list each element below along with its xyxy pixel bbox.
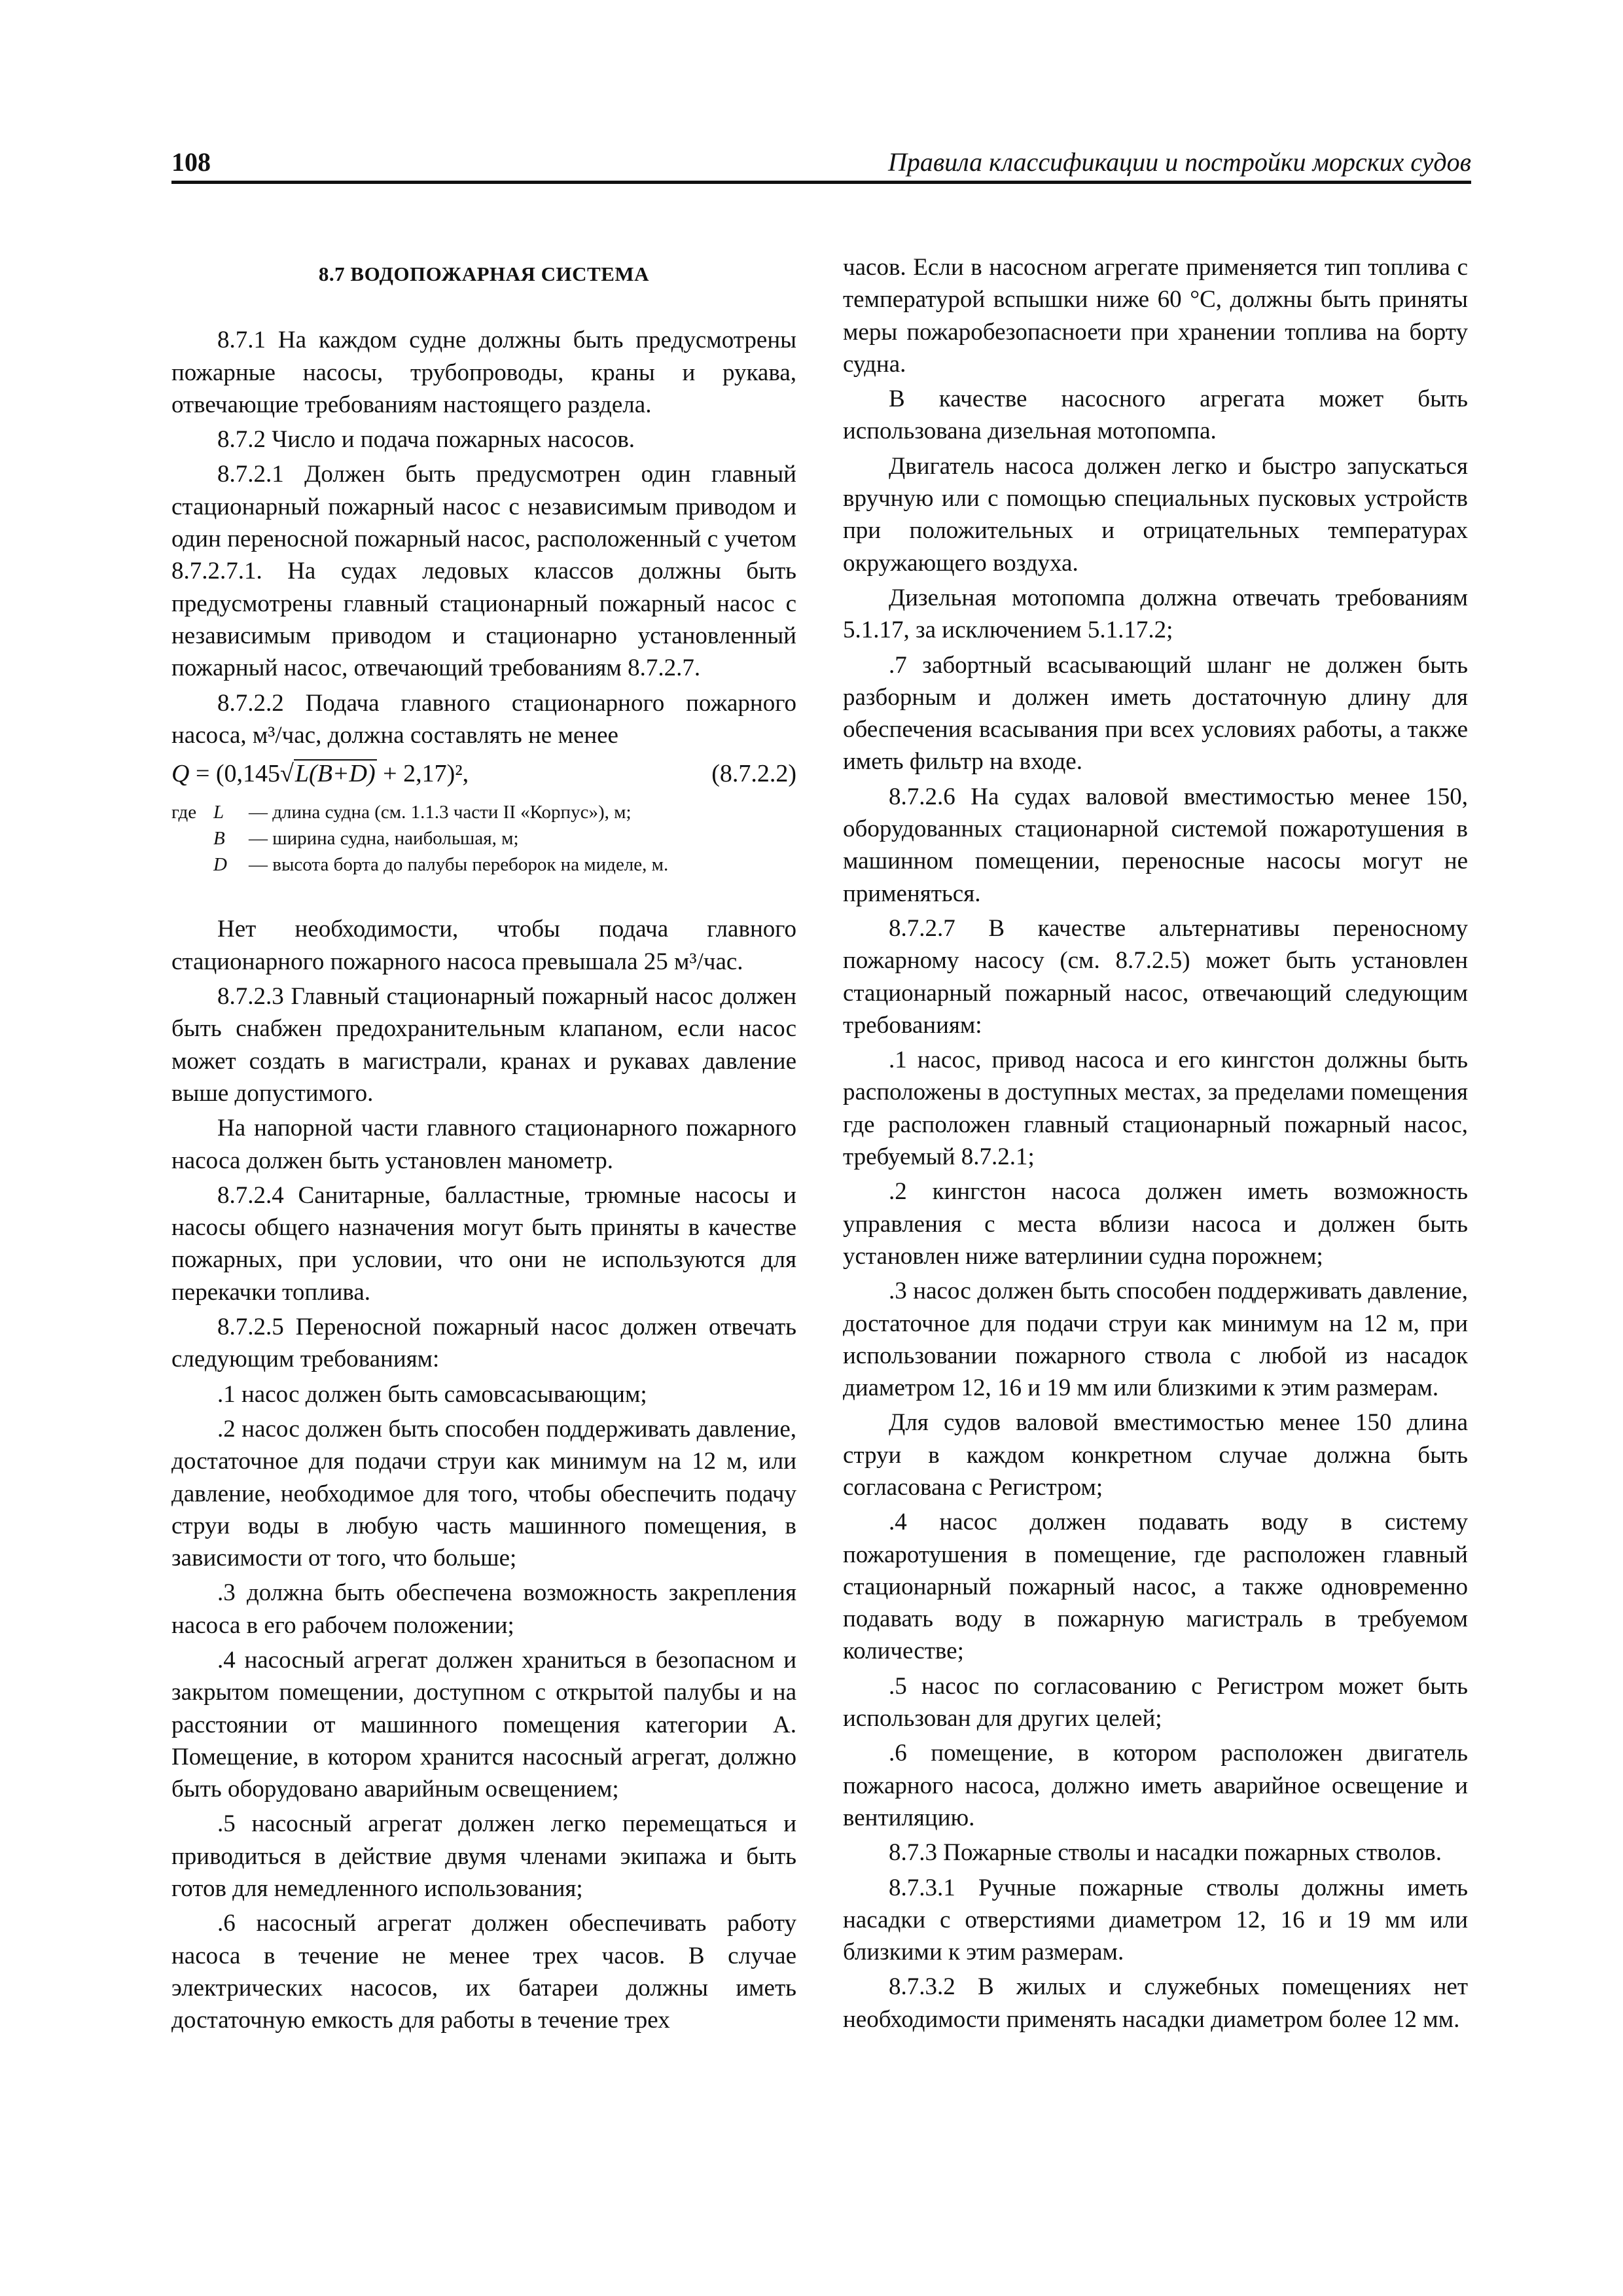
paragraph: 8.7.2.1 Должен быть предусмотрен один главный стационарный пожарный насос с независимым приводом и один переносной пожарный насос, расположенный с учетом 8.7.2.7.1. На судах ледовых классов должны быть предусмотрены главный стационарный пожарный насос с независимым приводом и стационарно установленный пожарный насос, отвечающий требованиям 8.7.2.7. <box>171 461 796 682</box>
paragraph: 8.7.2.5 Переносной пожарный насос должен отвечать следующим требованиям: <box>171 1314 796 1373</box>
paragraph: Для судов валовой вместимостью менее 150 длина струи в каждом конкретном случае должна быть согласована с Регистром; <box>843 1409 1468 1501</box>
formula-lhs: Q <box>171 760 190 788</box>
paragraph: 8.7.3 Пожарные стволы и насадки пожарных стволов. <box>889 1839 1442 1867</box>
paragraph: 8.7.1 На каждом судне должны быть предусмотрены пожарные насосы, трубопроводы, краны и рукава, отвечающие требованиям настоящего раздела. <box>171 327 796 418</box>
formula-number: (8.7.2.2) <box>711 760 796 788</box>
paragraph: .4 насос должен подавать воду в систему пожаротушения в помещение, где расположен главный стационарный пожарный насос, а также одновременно подавать воду в пожарную магистраль в требуемом количестве; <box>843 1509 1468 1665</box>
paragraph: 8.7.2.6 На судах валовой вместимостью менее 150, оборудованных стационарной системой пожаротушения в машинном помещении, переносные насосы могут не применяться. <box>843 783 1468 907</box>
paragraph: .1 насос, привод насоса и его кингстон должны быть расположены в доступных местах, за пределами помещения где расположен главный стационарный пожарный насос, требуемый 8.7.2.1; <box>843 1047 1468 1171</box>
legend-symbol: B <box>213 828 225 850</box>
formula-expression: Q = (0,145√L(B+D) + 2,17)², <box>171 760 469 788</box>
section-title: 8.7 ВОДОПОЖАРНАЯ СИСТЕМА <box>318 262 650 285</box>
paragraph: Дизельная мотопомпа должна отвечать требованиям 5.1.17, за исключением 5.1.17.2; <box>843 584 1468 644</box>
paragraph: Нет необходимости, чтобы подача главного стационарного пожарного насоса превышала 25 м³/час. <box>171 916 796 975</box>
legend-row <box>171 799 796 825</box>
paragraph: часов. Если в насосном агрегате применяется тип топлива с температурой вспышки ниже 60 °С, должны быть приняты меры пожаробезопасноети при хранении топлива на борту судна. <box>843 254 1468 378</box>
legend-text: — высота борта до палубы переборок на миделе, м. <box>249 854 669 876</box>
paragraph: 8.7.2.3 Главный стационарный пожарный насос должен быть снабжен предохранительным клапаном, если насос может создать в магистрали, кранах и рукавах давление выше допустимого. <box>171 983 796 1107</box>
legend-text: — ширина судна, наибольшая, м; <box>249 828 519 850</box>
right-column <box>843 251 1468 2038</box>
formula-sqrt: L(B+D) <box>294 760 376 788</box>
paragraph: 8.7.2.2 Подача главного стационарного пожарного насоса, м³/час, должна составлять не менее <box>171 689 796 749</box>
legend-text: — длина судна (см. 1.1.3 части II «Корпус»), м; <box>249 802 632 823</box>
paragraph: .2 насос должен быть способен поддерживать давление, достаточное для подачи струи как минимум на 12 м, или давление, необходимое для того, чтобы обеспечить подачу струи воды в любую часть машинного помещения, в зависимости от того, что больше; <box>171 1415 796 1572</box>
formula-legend <box>171 799 796 878</box>
paragraph: 8.7.3.2 В жилых и служебных помещениях нет необходимости применять насадки диаметром более 12 мм. <box>843 1973 1468 2033</box>
paragraph: .1 насос должен быть самовсасывающим; <box>217 1380 647 1408</box>
page-number: 108 <box>171 147 211 177</box>
legend-symbol: D <box>213 854 227 876</box>
running-title: Правила классификации и постройки морских судов <box>887 147 1471 177</box>
paragraph: 8.7.2.4 Санитарные, балластные, трюмные насосы и насосы общего назначения могут быть приняты в качестве пожарных, при условии, что они не используются для перекачки топлива. <box>171 1181 796 1306</box>
paragraph: Двигатель насоса должен легко и быстро запускаться вручную или с помощью специальных пусковых устройств при положительных и отрицательных температурах окружающего воздуха. <box>843 452 1468 577</box>
paragraph: На напорной части главного стационарного пожарного насоса должен быть установлен манометр. <box>171 1115 796 1174</box>
header-rule <box>171 181 1471 184</box>
paragraph: .5 насосный агрегат должен легко перемещаться и приводиться в действие двумя членами экипажа и быть готов для немедленного использования; <box>171 1810 796 1903</box>
legend-where: где <box>171 802 197 823</box>
paragraph: .2 кингстон насоса должен иметь возможность управления с места вблизи насоса и должен быть установлен ниже ватерлинии судна порожнем; <box>843 1178 1468 1270</box>
formula-eq: = (0,145 <box>189 760 281 788</box>
paragraph: .5 насос по согласованию с Регистром может быть использован для других целей; <box>843 1672 1468 1732</box>
legend-symbol: L <box>213 802 224 823</box>
paragraph: .6 насосный агрегат должен обеспечивать работу насоса в течение не менее трех часов. В случае электрических насосов, их батареи должны иметь достаточную емкость для работы в течение трех <box>171 1910 796 2034</box>
formula <box>171 758 796 790</box>
legend-row <box>171 825 796 852</box>
paragraph: .3 насос должен быть способен поддерживать давление, достаточное для подачи струи как минимум на 12 м, при использовании пожарного ствола с любой из насадок диаметром 12, 16 и 19 мм или близкими к этим размерам. <box>843 1278 1468 1402</box>
paragraph: .6 помещение, в котором расположен двигатель пожарного насоса, должно иметь аварийное освещение и вентиляцию. <box>843 1740 1468 1831</box>
paragraph: В качестве насосного агрегата может быть использована дизельная мотопомпа. <box>843 386 1468 445</box>
paragraph: .7 забортный всасывающий шланг не должен быть разборным и должен иметь достаточную длину для обеспечения всасывания при всех условиях работы, а также иметь фильтр на входе. <box>843 651 1468 776</box>
paragraph: 8.7.2 Число и подача пожарных насосов. <box>217 426 635 454</box>
paragraph: .3 должна быть обеспечена возможность закрепления насоса в его рабочем положении; <box>171 1579 796 1639</box>
left-column <box>171 251 796 2039</box>
paragraph: 8.7.2.7 В качестве альтернативы переносному пожарному насосу (см. 8.7.2.5) может быть установлен стационарный пожарный насос, отвечающий следующим требованиям: <box>843 914 1468 1039</box>
formula-rest: + 2,17)², <box>376 760 469 788</box>
legend-row <box>171 852 796 878</box>
paragraph: 8.7.3.1 Ручные пожарные стволы должны иметь насадки с отверстиями диаметром 12, 16 и 19 мм или близкими к этим размерам. <box>843 1874 1468 1966</box>
paragraph: .4 насосный агрегат должен храниться в безопасном и закрытом помещении, доступном с открытой палубы и на расстоянии от машинного помещения категории А. Помещение, в котором хранится насосный агрегат, должно быть оборудовано аварийным освещением; <box>171 1646 796 1803</box>
